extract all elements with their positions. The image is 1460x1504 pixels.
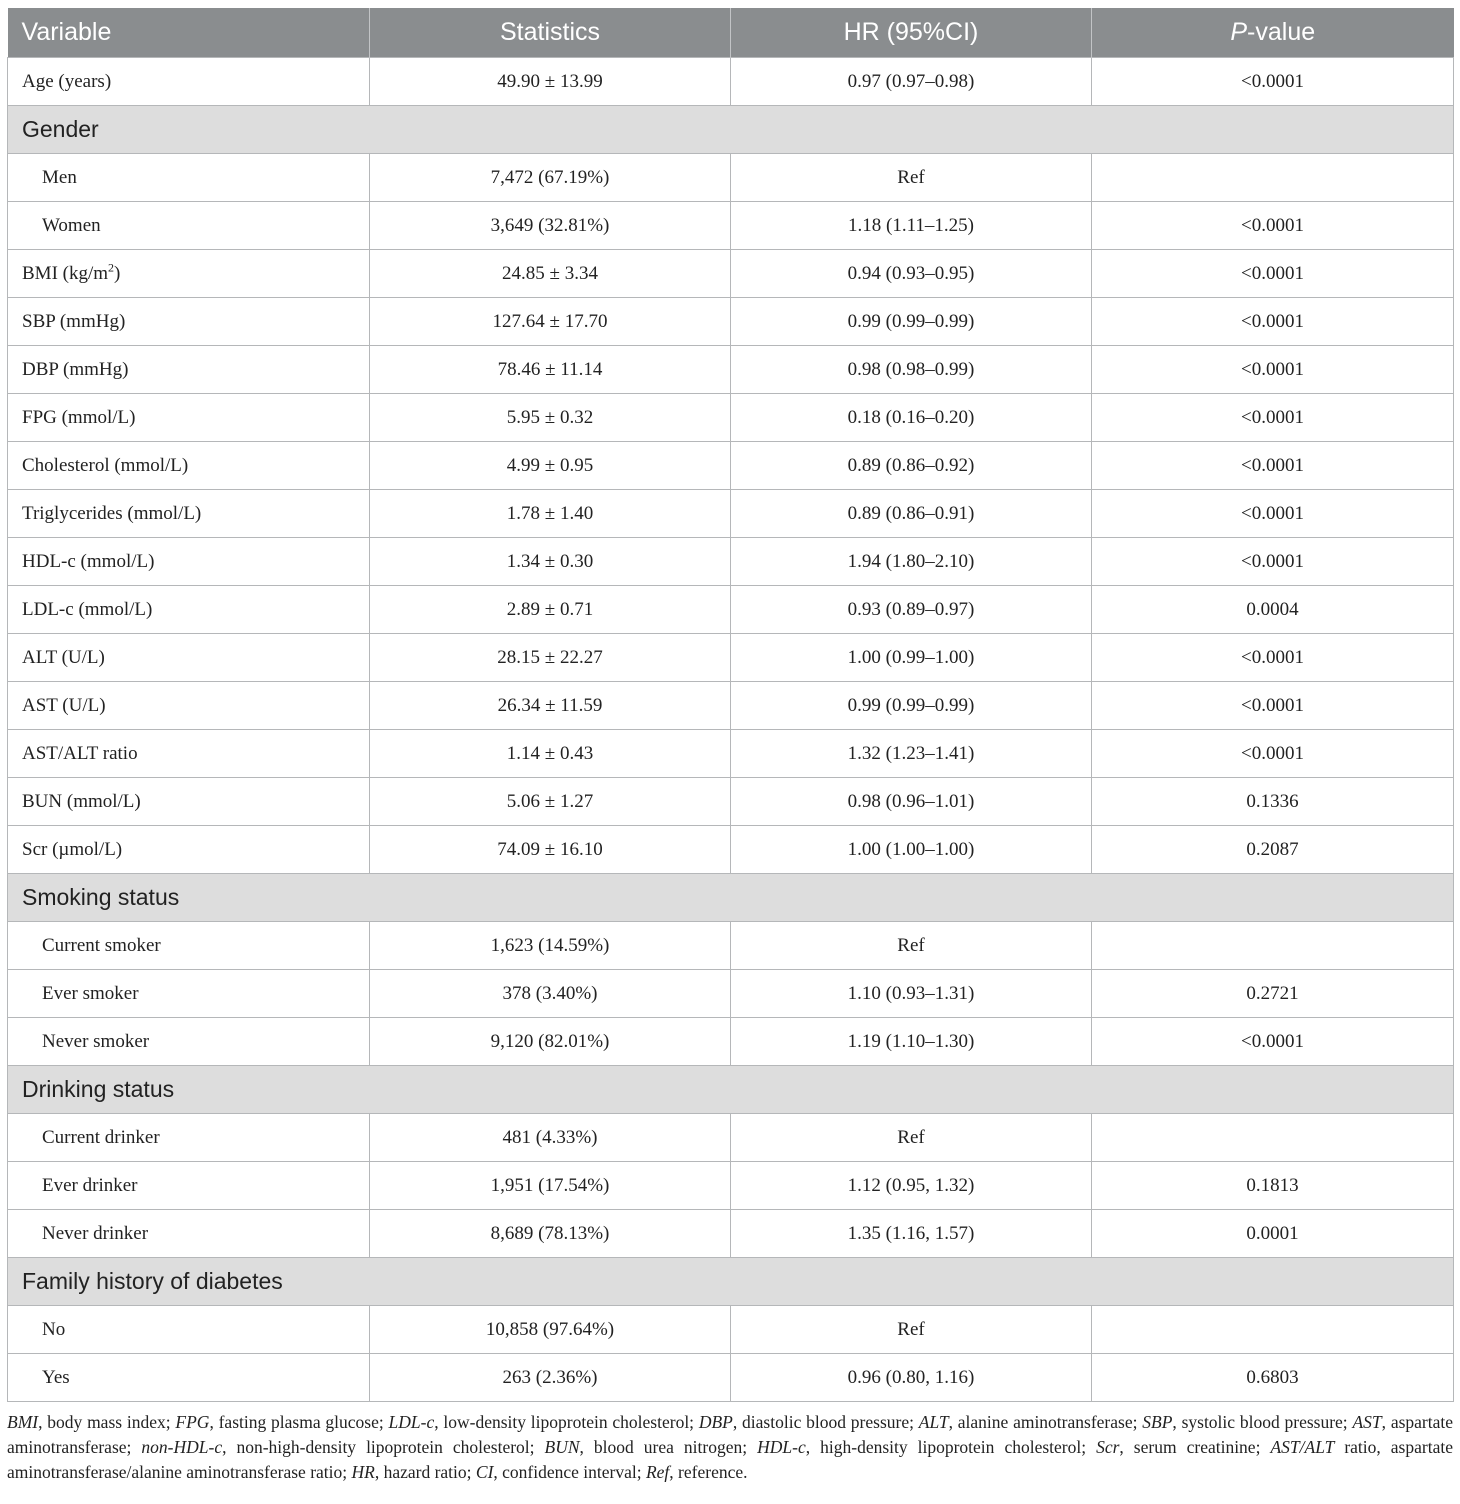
footnote-term: CI [475,1462,494,1482]
variable-cell: HDL-c (mmol/L) [8,538,370,586]
p-value-cell: <0.0001 [1092,1018,1454,1066]
p-value-cell: <0.0001 [1092,538,1454,586]
p-value-cell: <0.0001 [1092,346,1454,394]
table-row [8,1306,1454,1354]
footnote-term: LDL-c [388,1412,435,1432]
footnote-term: ALT [918,1412,949,1432]
variable-cell: SBP (mmHg) [8,298,370,346]
variable-cell: Cholesterol (mmol/L) [8,442,370,490]
variable-cell: Triglycerides (mmol/L) [8,490,370,538]
hr-cell: 1.19 (1.10–1.30) [731,1018,1092,1066]
table-row [8,586,1454,634]
hr-cell: 0.98 (0.98–0.99) [731,346,1092,394]
table-row [8,442,1454,490]
section-header-row [8,874,1454,922]
table-row [8,634,1454,682]
hr-cell: 1.00 (0.99–1.00) [731,634,1092,682]
table-row [8,298,1454,346]
footnote-definition: , confidence interval; [493,1462,646,1482]
footnote-definition: , serum creatinine; [1119,1437,1271,1457]
footnote-definition: , body mass index; [38,1412,176,1432]
statistics-cell: 7,472 (67.19%) [370,154,731,202]
hr-cell: Ref [731,922,1092,970]
variable-label: BMI (kg/m [22,262,109,284]
header-p-italic: P [1230,18,1248,46]
header-statistics: Statistics [370,8,731,58]
p-value-cell: <0.0001 [1092,490,1454,538]
hr-cell: 0.99 (0.99–0.99) [731,298,1092,346]
statistics-cell: 378 (3.40%) [370,970,731,1018]
statistics-cell: 8,689 (78.13%) [370,1210,731,1258]
table-row [8,970,1454,1018]
table-body [8,58,1454,1402]
variable-cell: Age (years) [8,58,370,106]
statistics-cell: 24.85 ± 3.34 [370,250,731,298]
footnote-term: AST/ALT [1270,1437,1335,1457]
statistics-cell: 263 (2.36%) [370,1354,731,1402]
variable-cell: FPG (mmol/L) [8,394,370,442]
p-value-cell [1092,154,1454,202]
variable-cell: Current drinker [8,1114,370,1162]
hr-cell: 1.35 (1.16, 1.57) [731,1210,1092,1258]
section-label: Gender [8,106,1454,154]
hr-cell: 1.10 (0.93–1.31) [731,970,1092,1018]
hr-cell: 1.12 (0.95, 1.32) [731,1162,1092,1210]
variable-cell: No [8,1306,370,1354]
header-variable: Variable [8,8,370,58]
table-row [8,922,1454,970]
statistics-cell: 49.90 ± 13.99 [370,58,731,106]
footnote-definition: , systolic blood pressure; [1172,1412,1353,1432]
variable-cell: Current smoker [8,922,370,970]
p-value-cell: <0.0001 [1092,298,1454,346]
hr-cell: 1.94 (1.80–2.10) [731,538,1092,586]
section-header-row [8,1066,1454,1114]
hr-cell: 0.96 (0.80, 1.16) [731,1354,1092,1402]
p-value-cell: 0.0004 [1092,586,1454,634]
footnote-definition: , non-high-density lipoprotein cholesterol; [222,1437,545,1457]
p-value-cell [1092,922,1454,970]
p-value-cell: <0.0001 [1092,682,1454,730]
variable-cell: AST/ALT ratio [8,730,370,778]
variable-label-end: ) [114,262,121,284]
table-row [8,1018,1454,1066]
footnote-definition: , low-density lipoprotein cholesterol; [434,1412,699,1432]
p-value-cell: <0.0001 [1092,250,1454,298]
p-value-cell: <0.0001 [1092,730,1454,778]
footnote-definition: , aspartate aminotransferase; [7,1412,1454,1457]
hr-cell: 0.94 (0.93–0.95) [731,250,1092,298]
footnote-term: FPG [175,1412,210,1432]
table-row [8,1210,1454,1258]
footnote-term: HR [351,1462,375,1482]
p-value-cell: <0.0001 [1092,394,1454,442]
variable-cell [8,250,370,298]
statistics-cell: 26.34 ± 11.59 [370,682,731,730]
table-row [8,538,1454,586]
variable-cell: BUN (mmol/L) [8,778,370,826]
variable-cell: Ever smoker [8,970,370,1018]
footnote-term: BMI [7,1412,39,1432]
statistics-cell: 5.06 ± 1.27 [370,778,731,826]
footnote-definition: , fasting plasma glucose; [209,1412,389,1432]
section-label: Smoking status [8,874,1454,922]
p-value-cell: <0.0001 [1092,442,1454,490]
statistics-cell: 481 (4.33%) [370,1114,731,1162]
footnote-definition: , blood urea nitrogen; [579,1437,758,1457]
table-row [8,58,1454,106]
statistics-cell: 10,858 (97.64%) [370,1306,731,1354]
hr-cell: 0.98 (0.96–1.01) [731,778,1092,826]
variable-cell: ALT (U/L) [8,634,370,682]
footnote-term: SBP [1142,1412,1173,1432]
table-row [8,682,1454,730]
section-label: Family history of diabetes [8,1258,1454,1306]
hr-cell: Ref [731,1114,1092,1162]
p-value-cell: 0.1336 [1092,778,1454,826]
hr-cell: 1.32 (1.23–1.41) [731,730,1092,778]
table-footnote [7,1410,1453,1485]
variable-cell: Never drinker [8,1210,370,1258]
footnote-definition: , diastolic blood pressure; [732,1412,919,1432]
header-p-value [1092,8,1454,58]
p-value-cell [1092,1306,1454,1354]
hr-cell: 1.00 (1.00–1.00) [731,826,1092,874]
statistics-cell: 9,120 (82.01%) [370,1018,731,1066]
table-row [8,1354,1454,1402]
table-row [8,490,1454,538]
section-header-row [8,106,1454,154]
hr-cell: 0.93 (0.89–0.97) [731,586,1092,634]
table-row [8,154,1454,202]
variable-cell: DBP (mmHg) [8,346,370,394]
statistics-cell: 28.15 ± 22.27 [370,634,731,682]
statistics-cell: 1.14 ± 0.43 [370,730,731,778]
footnote-definition: , high-density lipoprotein cholesterol; [805,1437,1097,1457]
statistics-cell: 78.46 ± 11.14 [370,346,731,394]
table-row [8,394,1454,442]
p-value-cell [1092,1114,1454,1162]
footnote-definition: , reference. [669,1462,748,1482]
footnote-term: HDL-c [757,1437,806,1457]
statistics-cell: 1.34 ± 0.30 [370,538,731,586]
statistics-cell: 1.78 ± 1.40 [370,490,731,538]
variable-cell: Yes [8,1354,370,1402]
table-row [8,1114,1454,1162]
p-value-cell: 0.2087 [1092,826,1454,874]
p-value-cell: 0.2721 [1092,970,1454,1018]
footnote-term: Ref [645,1462,670,1482]
variable-cell: LDL-c (mmol/L) [8,586,370,634]
table-row [8,250,1454,298]
header-p-rest: -value [1247,18,1316,46]
p-value-cell: 0.0001 [1092,1210,1454,1258]
footnote-term: BUN [544,1437,580,1457]
hr-cell: 0.97 (0.97–0.98) [731,58,1092,106]
statistics-cell: 5.95 ± 0.32 [370,394,731,442]
table-row [8,826,1454,874]
table-header-row [8,8,1454,58]
footnote-term: non-HDL-c [141,1437,223,1457]
p-value-cell: <0.0001 [1092,202,1454,250]
variable-superscript: 2 [108,260,115,275]
variable-cell: Men [8,154,370,202]
statistics-cell: 4.99 ± 0.95 [370,442,731,490]
footnote-definition: , alanine aminotransferase; [948,1412,1143,1432]
hr-cell: 1.18 (1.11–1.25) [731,202,1092,250]
hr-cell: 0.99 (0.99–0.99) [731,682,1092,730]
p-value-cell: 0.6803 [1092,1354,1454,1402]
hr-cell: 0.18 (0.16–0.20) [731,394,1092,442]
variable-cell: Ever drinker [8,1162,370,1210]
p-value-cell: <0.0001 [1092,634,1454,682]
statistics-cell: 1,623 (14.59%) [370,922,731,970]
footnote-definition: , hazard ratio; [374,1462,476,1482]
variable-cell: Scr (µmol/L) [8,826,370,874]
table-row [8,778,1454,826]
header-hr: HR (95%CI) [731,8,1092,58]
statistics-cell: 74.09 ± 16.10 [370,826,731,874]
p-value-cell: 0.1813 [1092,1162,1454,1210]
hr-cell: Ref [731,154,1092,202]
footnote-term: Scr [1096,1437,1120,1457]
hazard-ratio-table [7,8,1454,1402]
section-label: Drinking status [8,1066,1454,1114]
statistics-cell: 127.64 ± 17.70 [370,298,731,346]
table-row [8,730,1454,778]
section-header-row [8,1258,1454,1306]
table-container [7,8,1453,1485]
table-row [8,1162,1454,1210]
variable-cell: Never smoker [8,1018,370,1066]
hr-cell: 0.89 (0.86–0.92) [731,442,1092,490]
footnote-definition: ratio, aspartate aminotransferase/alanine aminotransferase ratio; [7,1437,1453,1482]
table-row [8,346,1454,394]
variable-cell: AST (U/L) [8,682,370,730]
hr-cell: 0.89 (0.86–0.91) [731,490,1092,538]
p-value-cell: <0.0001 [1092,58,1454,106]
footnote-term: DBP [698,1412,733,1432]
table-row [8,202,1454,250]
statistics-cell: 1,951 (17.54%) [370,1162,731,1210]
hr-cell: Ref [731,1306,1092,1354]
statistics-cell: 2.89 ± 0.71 [370,586,731,634]
statistics-cell: 3,649 (32.81%) [370,202,731,250]
variable-cell: Women [8,202,370,250]
footnote-term: AST [1352,1412,1382,1432]
